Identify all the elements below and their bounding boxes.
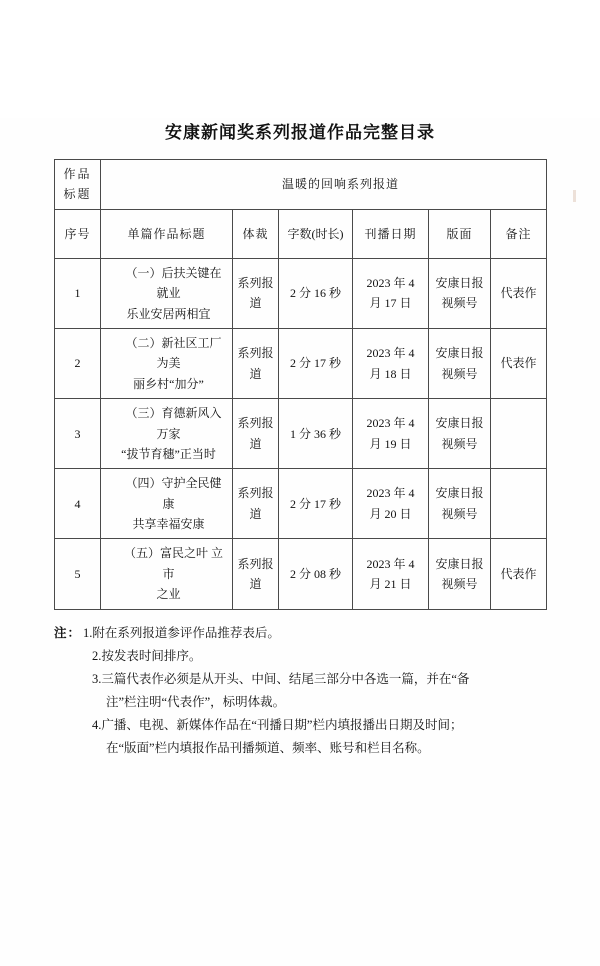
row-layout	[429, 328, 491, 398]
row-piece-title	[101, 328, 233, 398]
row-piece-title	[101, 469, 233, 539]
row-index: 2	[55, 328, 101, 398]
row-remark	[491, 399, 547, 469]
row-layout	[429, 469, 491, 539]
row-layout-line2: 视频号	[441, 436, 478, 451]
column-header-piece-title: 单篇作品标题	[101, 209, 233, 258]
note-item-1	[54, 622, 546, 645]
row-layout-line1: 安康日报	[435, 556, 484, 571]
row-genre: 系列报道	[233, 258, 279, 328]
row-words: 2 分 16 秒	[279, 258, 353, 328]
row-remark: 代表作	[491, 258, 547, 328]
row-date-line2: 月 19 日	[369, 436, 412, 451]
row-genre: 系列报道	[233, 469, 279, 539]
row-index: 4	[55, 469, 101, 539]
row-piece-title-line2: 丽乡村“加分”	[133, 376, 204, 391]
note-item-4-line1: 4.广播、电视、新媒体作品在“刊播日期”栏内填报播出日期及时间；	[92, 718, 463, 733]
row-genre: 系列报道	[233, 539, 279, 609]
note-item-4-line2: 在“版面”栏内填报作品刊播频道、频率、账号和栏目名称。	[106, 741, 430, 756]
row-piece-title-line1: （四）守护全民健康	[125, 476, 222, 511]
row-genre: 系列报道	[233, 328, 279, 398]
row-layout-line1: 安康日报	[435, 416, 484, 431]
row-date-line1: 2023 年 4	[366, 275, 415, 290]
note-item-3-line2: 注”栏注明“代表作”，标明体裁。	[106, 695, 286, 710]
row-piece-title-line2: “拔节育穗”正当时	[121, 446, 216, 461]
row-index: 3	[55, 399, 101, 469]
row-date	[353, 469, 429, 539]
row-layout-line1: 安康日报	[435, 486, 484, 501]
row-date-line1: 2023 年 4	[366, 346, 415, 361]
row-layout-line2: 视频号	[441, 577, 478, 592]
row-date-line1: 2023 年 4	[366, 416, 415, 431]
row-date	[353, 399, 429, 469]
row-layout-line2: 视频号	[441, 366, 478, 381]
row-genre: 系列报道	[233, 399, 279, 469]
table-row	[55, 399, 547, 469]
column-header-remark: 备注	[491, 209, 547, 258]
row-date-line2: 月 17 日	[369, 296, 412, 311]
row-layout	[429, 258, 491, 328]
row-piece-title-line2: 之业	[156, 587, 181, 602]
row-date	[353, 328, 429, 398]
row-piece-title	[101, 258, 233, 328]
row-words: 2 分 17 秒	[279, 328, 353, 398]
row-date-line2: 月 20 日	[369, 506, 412, 521]
row-words: 2 分 17 秒	[279, 469, 353, 539]
catalog-table-wrapper	[54, 159, 546, 610]
row-layout-line2: 视频号	[441, 296, 478, 311]
page-title: 安康新闻奖系列报道作品完整目录	[165, 123, 435, 142]
row-index: 5	[55, 539, 101, 609]
table-row	[55, 539, 547, 609]
column-header-index: 序号	[55, 209, 101, 258]
row-piece-title-line1: （二）新社区工厂为美	[125, 335, 222, 371]
column-header-layout: 版面	[429, 209, 491, 258]
column-header-broadcast-date: 刊播日期	[353, 209, 429, 258]
document-page	[0, 118, 600, 966]
work-title-row	[55, 160, 547, 210]
row-date-line2: 月 21 日	[369, 577, 412, 592]
table-row	[55, 469, 547, 539]
row-date-line1: 2023 年 4	[366, 556, 415, 571]
row-remark: 代表作	[491, 539, 547, 609]
table-row	[55, 258, 547, 328]
row-layout-line1: 安康日报	[435, 275, 484, 290]
row-layout	[429, 539, 491, 609]
table-row	[55, 328, 547, 398]
notes-section	[54, 622, 546, 761]
row-piece-title-line2: 乐业安居两相宜	[126, 306, 211, 321]
row-piece-title-line1: （一）后扶关键在就业	[125, 265, 222, 301]
row-index: 1	[55, 258, 101, 328]
work-title-label: 作品标题	[55, 160, 101, 210]
note-item-2: 2.按发表时间排序。	[92, 648, 202, 663]
column-header-words: 字数(时长)	[279, 209, 353, 258]
row-date	[353, 539, 429, 609]
page-artifact-mark	[573, 190, 576, 202]
row-words: 1 分 36 秒	[279, 399, 353, 469]
table-header-row	[55, 209, 547, 258]
work-title-value: 温暖的回响系列报道	[101, 160, 547, 210]
catalog-table	[54, 159, 547, 610]
row-layout-line2: 视频号	[441, 506, 478, 521]
note-item-1-text: 1.附在系列报道参评作品推荐表后。	[83, 625, 280, 640]
row-remark: 代表作	[491, 328, 547, 398]
row-words: 2 分 08 秒	[279, 539, 353, 609]
row-layout-line1: 安康日报	[435, 346, 484, 361]
row-date-line2: 月 18 日	[369, 366, 412, 381]
row-piece-title-line1: （三）育德新风入万家	[125, 406, 222, 441]
row-layout	[429, 399, 491, 469]
row-piece-title-line1: （五）富民之叶 立市	[123, 546, 223, 581]
column-header-genre: 体裁	[233, 209, 279, 258]
row-date	[353, 258, 429, 328]
note-item-3-line1: 3.三篇代表作必须是从开头、中间、结尾三部分中各选一篇，并在“备	[92, 671, 470, 686]
row-piece-title	[101, 399, 233, 469]
row-piece-title-line2: 共享幸福安康	[132, 517, 205, 532]
row-piece-title	[101, 539, 233, 609]
row-remark	[491, 469, 547, 539]
notes-label: 注：	[54, 625, 82, 640]
row-date-line1: 2023 年 4	[366, 486, 415, 501]
